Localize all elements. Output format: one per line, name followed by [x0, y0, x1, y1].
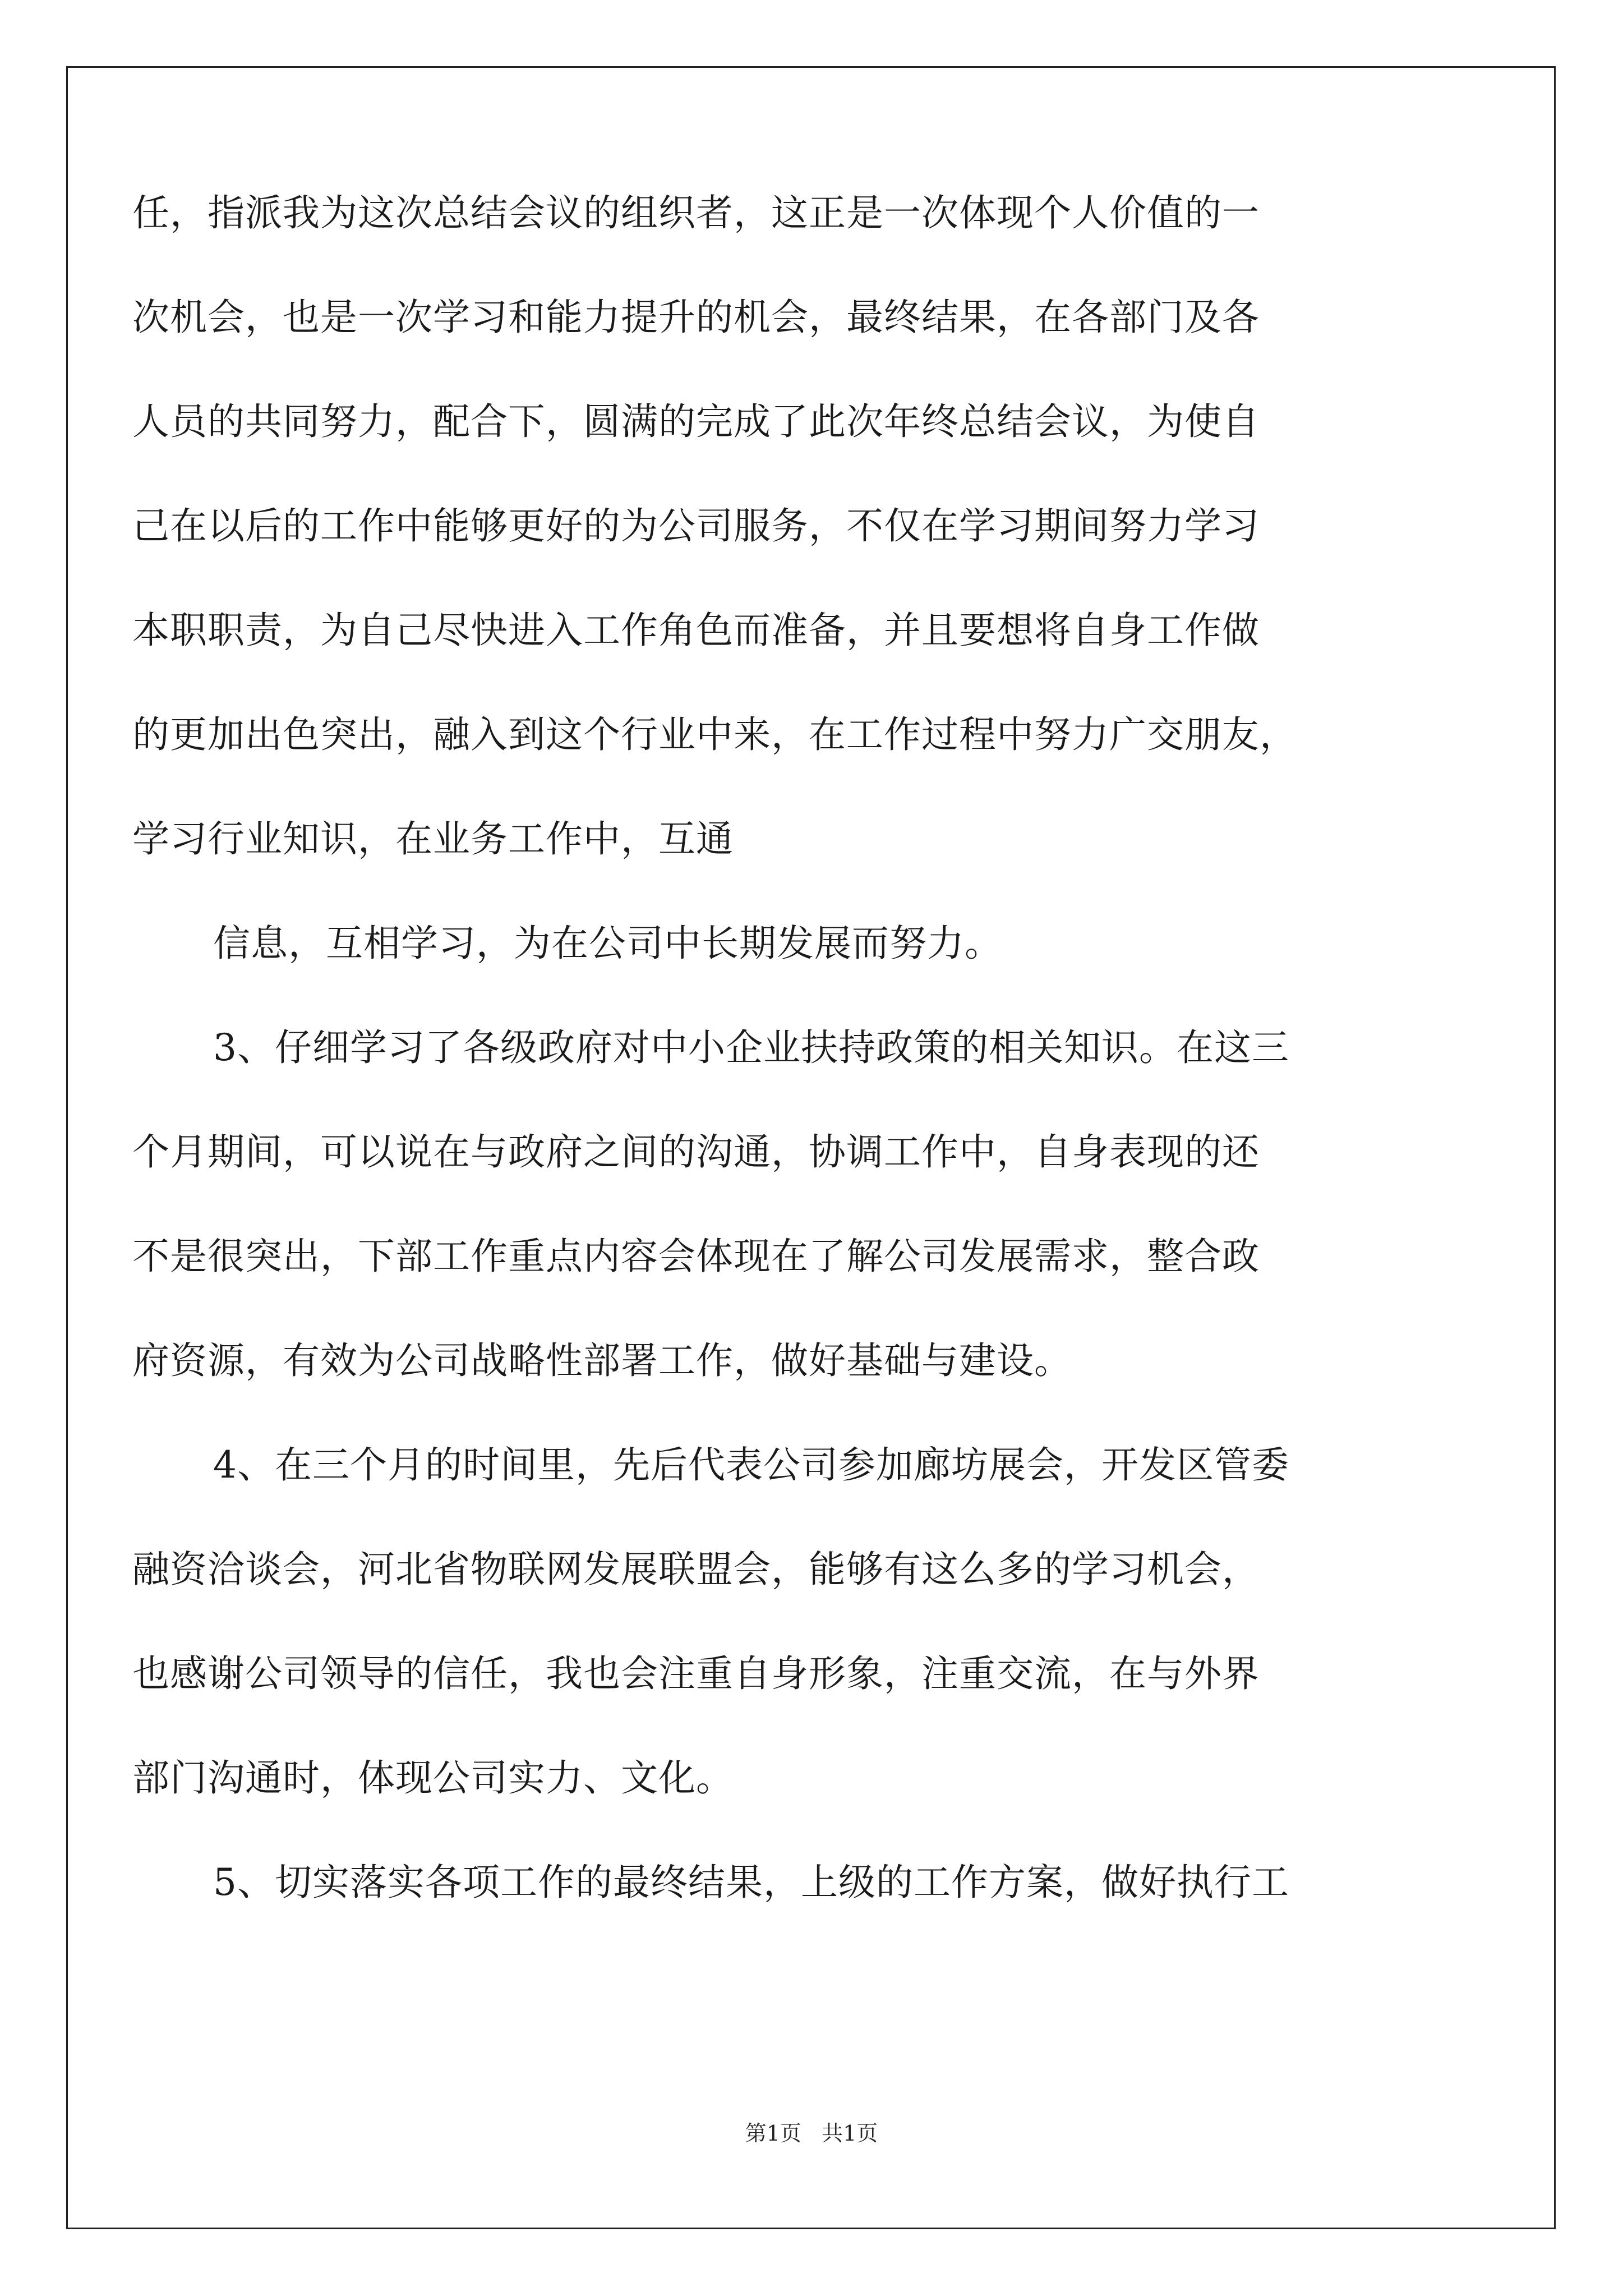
text-line: 己在以后的工作中能够更好的为公司服务，不仅在学习期间努力学习	[132, 504, 1260, 547]
text-line: 学习行业知识，在业务工作中，互通	[132, 817, 734, 861]
text-line: 本职职责，为自己尽快进入工作角色而准备，并且要想将自身工作做	[132, 609, 1260, 652]
text-line: 部门沟通时，体现公司实力、文化。	[132, 1756, 734, 1800]
text-line: 人员的共同努力，配合下，圆满的完成了此次年终总结会议，为使自	[132, 400, 1260, 443]
text-line: 不是很突出，下部工作重点内容会体现在了解公司发展需求，整合政	[132, 1235, 1260, 1278]
text-line: 4、在三个月的时间里，先后代表公司参加廊坊展会，开发区管委	[213, 1443, 1289, 1487]
text-line: 5、切实落实各项工作的最终结果，上级的工作方案，做好执行工	[213, 1861, 1289, 1904]
text-line: 次机会，也是一次学习和能力提升的机会，最终结果，在各部门及各	[132, 296, 1260, 339]
text-line: 融资洽谈会，河北省物联网发展联盟会，能够有这么多的学习机会，	[132, 1548, 1260, 1591]
text-line: 3、仔细学习了各级政府对中小企业扶持政策的相关知识。在这三	[213, 1026, 1289, 1069]
text-line: 信息，互相学习，为在公司中长期发展而努力。	[213, 922, 1002, 965]
text-line: 任，指派我为这次总结会议的组织者，这正是一次体现个人价值的一	[132, 191, 1260, 234]
text-line: 也感谢公司领导的信任，我也会注重自身形象，注重交流，在与外界	[132, 1652, 1260, 1695]
text-line: 的更加出色突出，融入到这个行业中来，在工作过程中努力广交朋友，	[132, 713, 1297, 756]
text-line: 府资源，有效为公司战略性部署工作，做好基础与建设。	[132, 1339, 1072, 1382]
page-number-footer: 第1页 共1页	[745, 2121, 878, 2146]
text-line: 个月期间，可以说在与政府之间的沟通，协调工作中，自身表现的还	[132, 1130, 1260, 1174]
